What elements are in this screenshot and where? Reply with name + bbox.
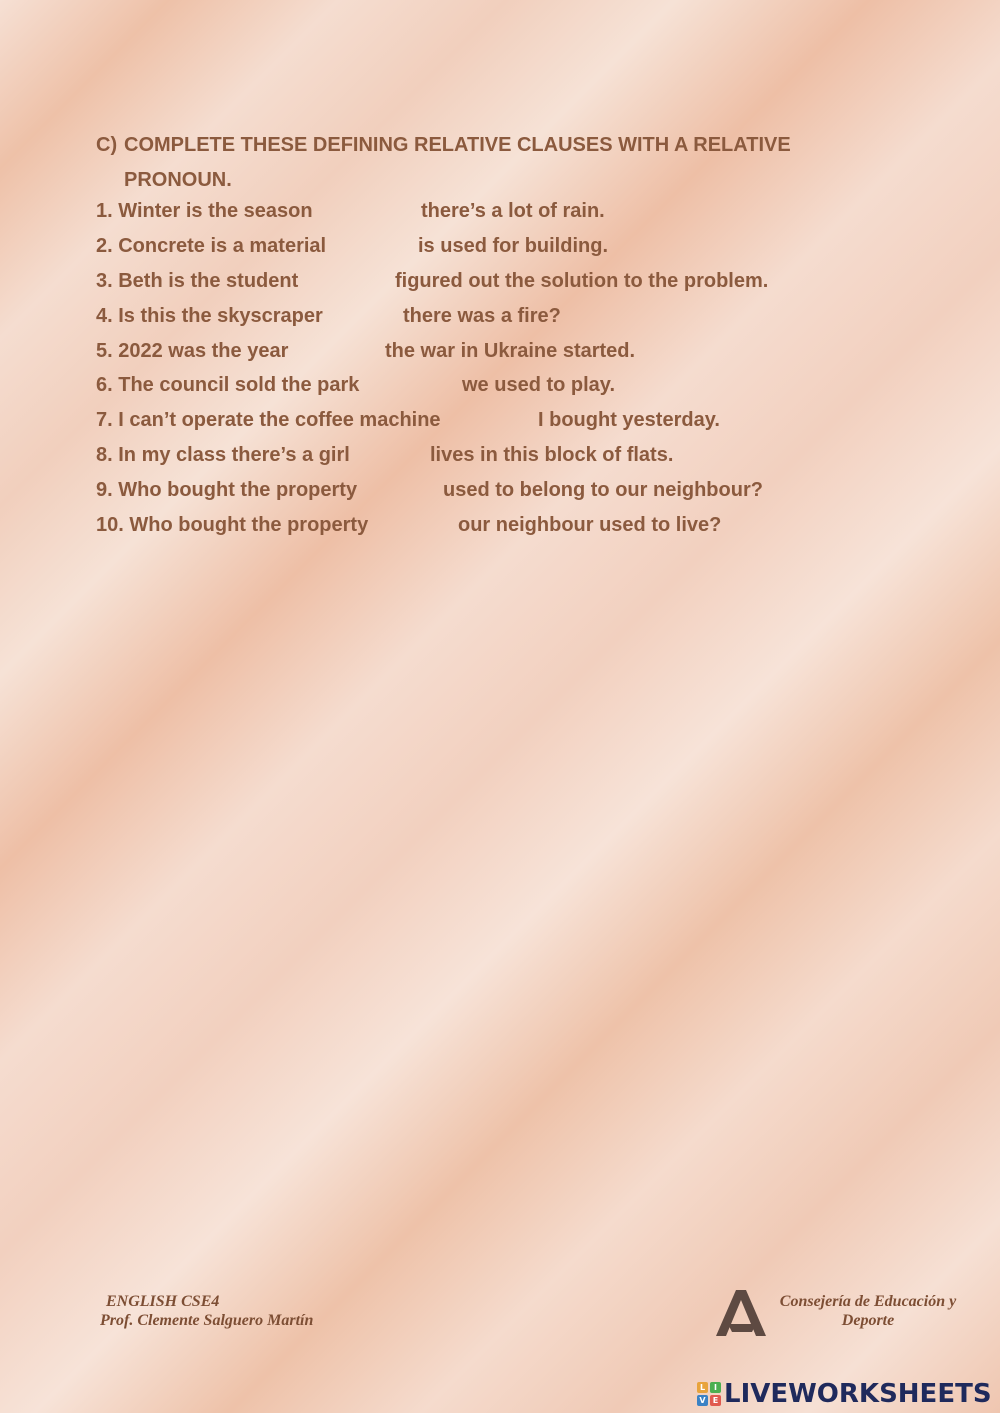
teacher-name: Prof. Clemente Salguero Martín [100, 1312, 314, 1329]
item-text-before: 7. I can’t operate the coffee machine [96, 409, 441, 431]
exercise-item [96, 196, 605, 226]
exercise-item [96, 301, 561, 331]
exercise-item [96, 475, 763, 505]
exercise-item [96, 266, 769, 296]
item-text-after: we used to play. [462, 374, 615, 396]
item-text-after: our neighbour used to live? [458, 514, 722, 536]
exercise-item [96, 370, 615, 400]
junta-logo-icon [712, 1286, 770, 1342]
brand-badge-icon [697, 1382, 721, 1406]
item-text-after: there’s a lot of rain. [421, 200, 605, 222]
brand-badge-letter: E [710, 1395, 721, 1406]
institution-block [712, 1286, 972, 1342]
section-letter: C) [96, 134, 118, 156]
item-text-before: 3. Beth is the student [96, 270, 299, 292]
item-text-before: 8. In my class there’s a girl [96, 444, 350, 466]
exercise-item [96, 510, 722, 540]
item-text-before: 2. Concrete is a material [96, 235, 327, 257]
exercise-item [96, 440, 674, 470]
exercise-item [96, 405, 720, 435]
brand-badge-letter: V [697, 1395, 708, 1406]
item-text-after: there was a fire? [403, 305, 561, 327]
answer-gap[interactable] [376, 514, 452, 536]
footer-credits [100, 1292, 313, 1330]
institution-name [768, 1292, 968, 1330]
brand-badge-letter: I [710, 1382, 721, 1393]
item-text-after: lives in this block of flats. [430, 444, 674, 466]
course-name: ENGLISH CSE4 [106, 1293, 220, 1310]
institution-line-1: Consejería de Educación y [779, 1293, 957, 1310]
instruction-line-2: PRONOUN. [124, 169, 232, 191]
instruction-heading [96, 128, 816, 198]
brand-badge-letter: L [697, 1382, 708, 1393]
item-text-before: 10. Who bought the property [96, 514, 369, 536]
answer-gap[interactable] [322, 200, 414, 222]
item-text-before: 4. Is this the skyscraper [96, 305, 323, 327]
liveworksheets-brand[interactable] [697, 1376, 992, 1412]
institution-line-2: Deporte [841, 1312, 895, 1329]
item-text-after: the war in Ukraine started. [385, 340, 636, 362]
item-text-before: 1. Winter is the season [96, 200, 313, 222]
answer-gap[interactable] [450, 409, 532, 431]
item-text-before: 6. The council sold the park [96, 374, 360, 396]
answer-gap[interactable] [308, 270, 390, 292]
answer-gap[interactable] [360, 444, 426, 466]
answer-gap[interactable] [336, 235, 412, 257]
item-text-after: is used for building. [418, 235, 608, 257]
answer-gap[interactable] [366, 479, 436, 501]
answer-gap[interactable] [332, 305, 398, 327]
answer-gap[interactable] [298, 340, 382, 362]
item-text-before: 5. 2022 was the year [96, 340, 289, 362]
exercise-item [96, 336, 636, 366]
item-text-after: I bought yesterday. [538, 409, 720, 431]
answer-gap[interactable] [370, 374, 458, 396]
exercise-item [96, 231, 608, 261]
brand-wordmark: LIVEWORKSHEETS [724, 1379, 992, 1409]
item-text-after: figured out the solution to the problem. [395, 270, 769, 292]
item-text-after: used to belong to our neighbour? [443, 479, 763, 501]
instruction-line-1: COMPLETE THESE DEFINING RELATIVE CLAUSES WITH A RELATIVE [124, 134, 791, 156]
item-text-before: 9. Who bought the property [96, 479, 358, 501]
